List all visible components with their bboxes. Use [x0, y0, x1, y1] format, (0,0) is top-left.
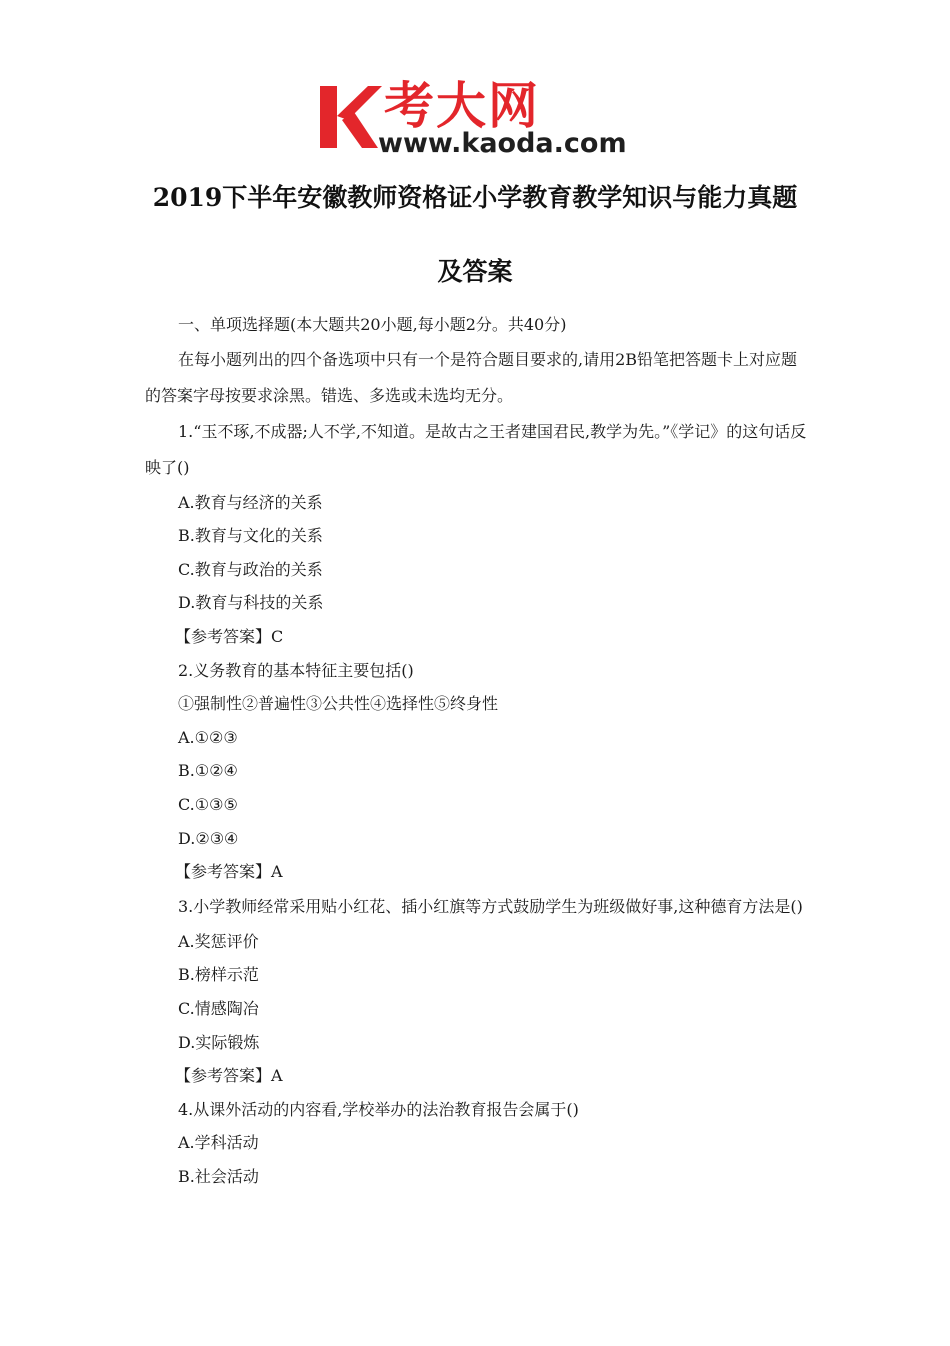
question-answer: 【参考答案】C	[175, 626, 284, 646]
kaoda-logo	[318, 78, 640, 162]
section-heading: 一、单项选择题(本大题共20小题,每小题2分。共40分)	[178, 315, 567, 334]
question-stem: 1.“玉不琢,不成器;人不学,不知道。是故古之王者建国君民,教学为先。”《学记》的这句话反映了()	[145, 421, 807, 477]
question-answer: 【参考答案】A	[175, 1066, 283, 1086]
document-body	[145, 308, 810, 1193]
question-answer: 【参考答案】A	[175, 862, 283, 882]
section-instructions: 在每小题列出的四个备选项中只有一个是符合题目要求的,请用2B铅笔把答题卡上对应题的答案字母按要求涂黑。错选、多选或未选均无分。	[145, 349, 798, 405]
question-option: B.榜样示范	[178, 965, 259, 985]
question-option: B.社会活动	[178, 1166, 259, 1186]
question-option: C.①③⑤	[178, 794, 238, 814]
k-logo-icon	[318, 82, 382, 152]
question-option: A.奖惩评价	[178, 931, 259, 951]
question-option: C.情感陶冶	[178, 998, 259, 1018]
document-title-line-2: 及答案	[437, 257, 513, 286]
question-option: A.教育与经济的关系	[178, 492, 323, 512]
question-option: A.①②③	[178, 727, 238, 747]
question-option: A.学科活动	[178, 1133, 259, 1153]
logo-brand-text: 考大网	[384, 77, 540, 135]
question-option: C.教育与政治的关系	[178, 559, 323, 579]
question-option: D.教育与科技的关系	[178, 593, 324, 613]
question-stem: 3.小学教师经常采用贴小红花、插小红旗等方式鼓励学生为班级做好事,这种德育方法是()	[178, 896, 803, 916]
logo-url-text: www.kaoda.com	[378, 128, 627, 159]
question-stem: 2.义务教育的基本特征主要包括()	[178, 660, 414, 680]
question-option: D.②③④	[178, 828, 239, 848]
question-stem: 4.从课外活动的内容看,学校举办的法治教育报告会属于()	[178, 1099, 579, 1119]
question-extra: ①强制性②普遍性③公共性④选择性⑤终身性	[178, 694, 499, 714]
question-option: B.教育与文化的关系	[178, 526, 323, 546]
question-option: D.实际锻炼	[178, 1032, 260, 1052]
question-option: B.①②④	[178, 761, 238, 781]
document-title-line-1: 2019下半年安徽教师资格证小学教育教学知识与能力真题	[152, 183, 798, 212]
